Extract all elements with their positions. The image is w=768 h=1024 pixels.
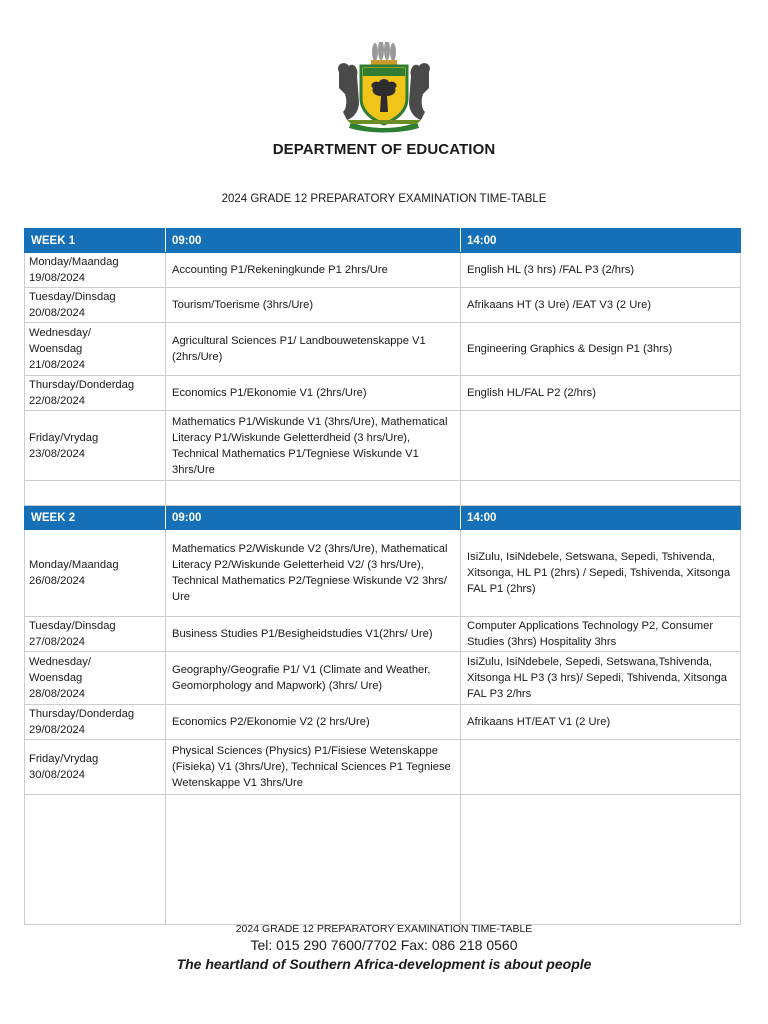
day-cell xyxy=(25,617,166,652)
day-cell xyxy=(25,740,166,795)
day-name: Tuesday/Dinsdag xyxy=(29,620,116,632)
day-cell xyxy=(25,253,166,288)
day-cell xyxy=(25,376,166,411)
table-row xyxy=(25,617,741,652)
morning-exam: Mathematics P2/Wiskunde V2 (3hrs/Ure), Mathematical Literacy P2/Wiskunde Geletterheid V2/ (3 hrs/Ure), Technical Mathematics P2/Tegniese Wiskunde V2 3hrs/ Ure xyxy=(166,530,461,617)
afternoon-exam: IsiZulu, IsiNdebele, Sepedi, Setswana,Tshivenda, Xitsonga HL P3 (3 hrs)/ Sepedi, Tshivenda, Xitsonga FAL P3 2/hrs xyxy=(461,652,741,705)
day-name: Wednesday/ xyxy=(29,656,91,668)
afternoon-exam: English HL/FAL P2 (2/hrs) xyxy=(461,376,741,411)
day-cell xyxy=(25,652,166,705)
morning-exam: Business Studies P1/Besigheidstudies V1(2hrs/ Ure) xyxy=(166,617,461,652)
day-name-cont: Woensdag xyxy=(29,672,83,684)
day-name: Thursday/Donderdag xyxy=(29,379,135,391)
timetable-subtitle: 2024 GRADE 12 PREPARATORY EXAMINATION TIME-TABLE xyxy=(221,193,547,205)
table-row xyxy=(25,376,741,411)
exam-timetable xyxy=(24,228,741,925)
day-name: Thursday/Donderdag xyxy=(29,708,135,720)
table-row xyxy=(25,740,741,795)
day-name: Monday/Maandag xyxy=(29,256,119,268)
afternoon-exam: Computer Applications Technology P2, Consumer Studies (3hrs) Hospitality 3hrs xyxy=(461,617,741,652)
day-date: 28/08/2024 xyxy=(29,688,85,700)
footer-slogan: The heartland of Southern Africa-development is about people xyxy=(176,956,592,972)
day-name: Friday/Vrydag xyxy=(29,753,99,765)
day-date: 22/08/2024 xyxy=(29,395,85,407)
day-date: 20/08/2024 xyxy=(29,307,85,319)
day-name: Tuesday/Dinsdag xyxy=(29,291,116,303)
morning-exam: Economics P1/Ekonomie V1 (2hrs/Ure) xyxy=(166,376,461,411)
day-cell xyxy=(25,288,166,323)
table-row xyxy=(25,253,741,288)
table-row xyxy=(25,288,741,323)
day-date: 19/08/2024 xyxy=(29,272,85,284)
afternoon-exam: Engineering Graphics & Design P1 (3hrs) xyxy=(461,323,741,376)
spacer-row xyxy=(25,481,741,506)
morning-exam: Geography/Geografie P1/ V1 (Climate and Weather, Geomorphology and Mapwork) (3hrs/ Ure) xyxy=(166,652,461,705)
time-morning-header: 09:00 xyxy=(166,229,461,253)
day-cell xyxy=(25,411,166,481)
afternoon-exam xyxy=(461,411,741,481)
morning-exam: Economics P2/Ekonomie V2 (2 hrs/Ure) xyxy=(166,705,461,740)
morning-exam: Accounting P1/Rekeningkunde P1 2hrs/Ure xyxy=(166,253,461,288)
morning-exam: Agricultural Sciences P1/ Landbouwetenskappe V1 (2hrs/Ure) xyxy=(166,323,461,376)
week-header-row xyxy=(25,229,741,253)
morning-exam: Tourism/Toerisme (3hrs/Ure) xyxy=(166,288,461,323)
day-date: 27/08/2024 xyxy=(29,636,85,648)
week-label: WEEK 2 xyxy=(25,506,166,530)
day-cell xyxy=(25,705,166,740)
afternoon-exam: Afrikaans HT/EAT V1 (2 Ure) xyxy=(461,705,741,740)
day-cell xyxy=(25,530,166,617)
empty-row xyxy=(25,795,741,925)
week-header-row xyxy=(25,506,741,530)
morning-exam: Physical Sciences (Physics) P1/Fisiese Wetenskappe (Fisieka) V1 (3hrs/Ure), Technical Sciences P1 Tegniese Wetenskappe V1 3hrs/Ure xyxy=(166,740,461,795)
morning-exam: Mathematics P1/Wiskunde V1 (3hrs/Ure), Mathematical Literacy P1/Wiskunde Geletterdheid (3 hrs/Ure), Technical Mathematics P1/Tegniese Wiskunde V1 3hrs/Ure xyxy=(166,411,461,481)
table-row xyxy=(25,652,741,705)
table-row xyxy=(25,530,741,617)
day-name: Friday/Vrydag xyxy=(29,431,99,444)
time-morning-header: 09:00 xyxy=(166,506,461,530)
day-name-cont: Woensdag xyxy=(29,343,83,355)
day-date: 30/08/2024 xyxy=(29,769,85,781)
afternoon-exam: English HL (3 hrs) /FAL P3 (2/hrs) xyxy=(461,253,741,288)
footer-subtitle: 2024 GRADE 12 PREPARATORY EXAMINATION TIME-TABLE xyxy=(235,923,533,935)
afternoon-exam xyxy=(461,740,741,795)
day-date: 21/08/2024 xyxy=(29,359,85,371)
time-afternoon-header: 14:00 xyxy=(461,229,741,253)
time-afternoon-header: 14:00 xyxy=(461,506,741,530)
day-date: 23/08/2024 xyxy=(29,447,85,460)
coat-of-arms-icon xyxy=(329,42,439,134)
day-date: 29/08/2024 xyxy=(29,724,85,736)
day-name: Wednesday/ xyxy=(29,327,91,339)
afternoon-exam: Afrikaans HT (3 Ure) /EAT V3 (2 Ure) xyxy=(461,288,741,323)
table-row xyxy=(25,705,741,740)
day-cell xyxy=(25,323,166,376)
day-name: Monday/Maandag xyxy=(29,559,119,571)
afternoon-exam: IsiZulu, IsiNdebele, Setswana, Sepedi, Tshivenda, Xitsonga, HL P1 (2hrs) / Sepedi, Tshivenda, Xitsonga FAL P1 (2hrs) xyxy=(461,530,741,617)
day-date: 26/08/2024 xyxy=(29,575,85,587)
table-row xyxy=(25,323,741,376)
department-title: DEPARTMENT OF EDUCATION xyxy=(272,141,496,158)
table-row xyxy=(25,411,741,481)
week-label: WEEK 1 xyxy=(25,229,166,253)
footer-contact: Tel: 015 290 7600/7702 Fax: 086 218 0560 xyxy=(250,937,518,953)
